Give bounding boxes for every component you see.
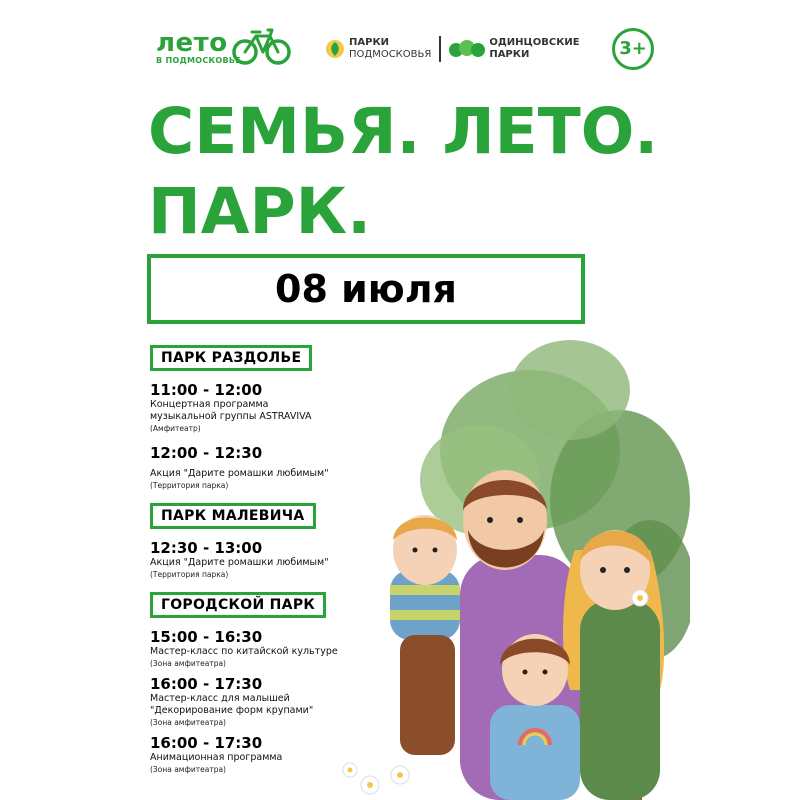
parks-logo-group [325,36,580,62]
event-description: Акция "Дарите ромашки любимым" [150,557,329,568]
event-description-2: музыкальной группы ASTRAVIVA [150,411,312,422]
header [150,22,660,78]
parks-logo-line1: ПАРКИ [349,37,389,48]
girl-figure [490,634,580,800]
age-rating-badge: 3+ [612,28,654,70]
event-time: 11:00 - 12:00 [150,381,263,399]
event-date: 08 июля [147,254,585,324]
event-description: Анимационная программа [150,752,283,763]
event-time: 15:00 - 16:30 [150,628,263,646]
parks-logo-text [349,37,431,61]
trees-icon [449,39,485,59]
family-illustration [330,330,690,800]
event-location: (Территория парка) [150,570,229,579]
odintsovo-logo-line1: ОДИНЦОВСКИЕ [489,37,580,48]
leto-logo-subtitle: В ПОДМОСКОВЬЕ [156,56,242,65]
event-location: (Амфитеатр) [150,424,201,433]
event-description: Концертная программа [150,399,269,410]
event-location: (Зона амфитеатра) [150,659,226,668]
park-name: ПАРК РАЗДОЛЬЕ [150,345,312,371]
event-description: Акция "Дарите ромашки любимым" [150,468,329,479]
event-time: 12:30 - 13:00 [150,539,263,557]
park-name: ПАРК МАЛЕВИЧА [150,503,316,529]
event-description-2: "Декорирование форм крупами" [150,705,314,716]
title-line-2: ПАРК. [148,175,372,248]
event-location: (Зона амфитеатра) [150,765,226,774]
event-time: 16:00 - 17:30 [150,675,263,693]
odintsovo-logo-text [489,37,579,61]
boy-figure [390,515,460,755]
bicycle-icon [232,26,292,66]
event-time: 12:00 - 12:30 [150,444,263,462]
title-line-1: СЕМЬЯ. ЛЕТО. [148,95,659,168]
park-name: ГОРОДСКОЙ ПАРК [150,592,326,618]
leto-logo [156,30,241,65]
event-location: (Зона амфитеатра) [150,718,226,727]
event-description: Мастер-класс для малышей [150,693,290,704]
odintsovo-logo-line2: ПАРКИ [489,49,530,60]
event-time: 16:00 - 17:30 [150,734,263,752]
parks-logo-line2: ПОДМОСКОВЬЯ [349,49,432,60]
page-title [148,92,658,252]
parks-leaf-icon [325,39,345,59]
event-description: Мастер-класс по китайской культуре [150,646,338,657]
event-location: (Территория парка) [150,481,229,490]
logo-divider [439,36,441,62]
leto-logo-title: лето [156,28,228,58]
odintsovo-logo [449,37,579,61]
